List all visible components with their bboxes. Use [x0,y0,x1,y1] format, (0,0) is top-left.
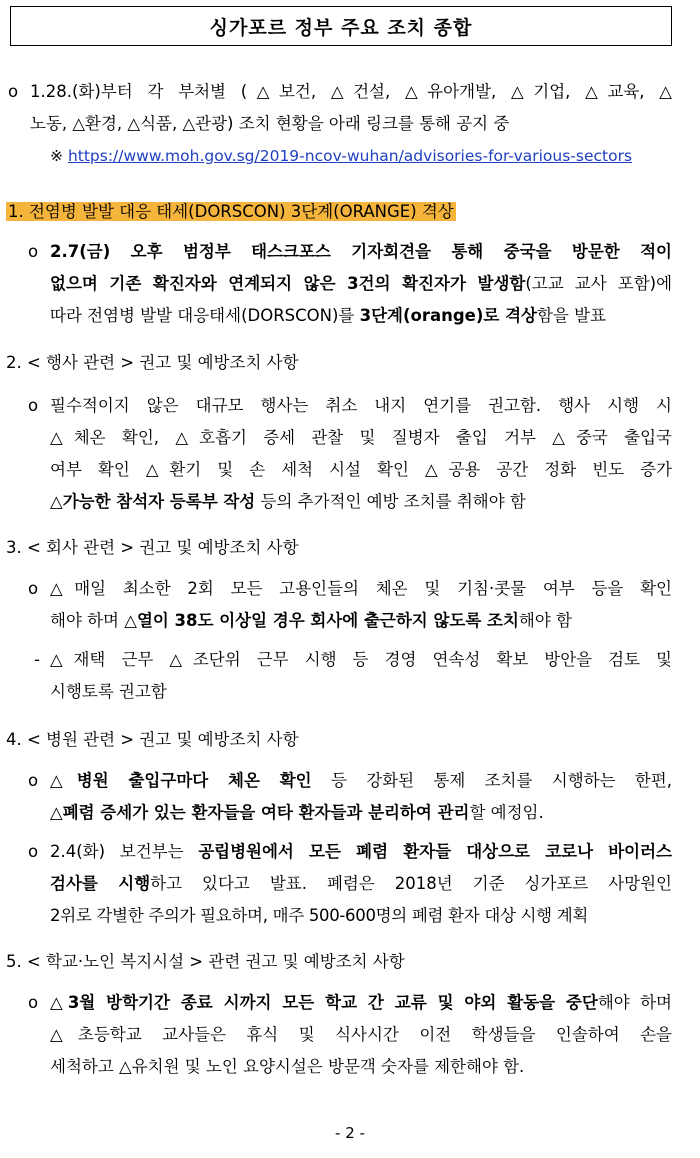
section-2-line-2: △체온 확인, △호흡기 증세 관찰 및 질병자 출입 거부 △중국 출입국 [50,428,672,447]
bullet: o [28,242,39,261]
bullet: o [28,993,39,1012]
section-3-line-2: 해야 하며 △열이 38도 이상일 경우 회사에 출근하지 않도록 조치해야 함 [50,611,572,630]
section-4-line-3: 2.4(화) 보건부는 공립병원에서 모든 폐렴 환자들 대상으로 코로나 바이러스 [50,842,672,861]
intro-link-line [30,140,672,172]
intro-line-2: 노동, △환경, △식품, △관광) 조치 현황을 아래 링크를 통해 공지 중 [30,114,510,133]
section-4-paragraph-2 [50,836,672,932]
section-2-line-4: △가능한 참석자 등록부 작성 등의 추가적인 예방 조치를 취해야 함 [50,492,526,511]
section-1-line-2: 없으며 기존 확진자와 연계되지 않은 3건의 확진자가 발생함(고교 교사 포함)에 [50,274,673,293]
section-4-line-5: 2위로 각별한 주의가 필요하며, 매주 500-600명의 폐렴 환자 대상 시행 계획 [50,906,589,925]
section-5-line-2: △초등학교 교사들은 휴식 및 식사시간 이전 학생들을 인솔하여 손을 [50,1025,672,1044]
section-3-line-1: △매일 최소한 2회 모든 고용인들의 체온 및 기침·콧물 여부 등을 확인 [50,579,672,598]
page-title: 싱가포르 정부 주요 조치 종합 [10,6,672,46]
section-4-heading: 4. < 병원 관련 > 권고 및 예방조치 사항 [6,730,299,749]
section-3-paragraph [50,573,672,637]
section-1-heading-text: 1. 전염병 발발 대응 태세(DORSCON) 3단계(ORANGE) 격상 [8,202,454,221]
bullet: o [28,842,39,861]
section-5-paragraph [50,987,672,1083]
section-4-paragraph-1 [50,765,672,829]
intro-paragraph [30,76,672,172]
page-number: - 2 - [335,1124,365,1142]
bullet: o [28,771,39,790]
reference-mark: ※ [50,147,63,165]
section-5-line-1: △3월 방학기간 종료 시까지 모든 학교 간 교류 및 야외 활동을 중단해야 하며 [50,993,672,1012]
section-2-paragraph [50,390,672,518]
moh-advisories-link[interactable]: https://www.moh.gov.sg/2019-ncov-wuhan/advisories-for-various-sectors [67,147,633,165]
bullet: o [28,396,39,415]
section-3-heading: 3. < 회사 관련 > 권고 및 예방조치 사항 [6,538,299,557]
section-1-line-3: 따라 전염병 발발 대응태세(DORSCON)를 3단계(orange)로 격상함을 발표 [50,306,606,325]
intro-line-1: 1.28.(화)부터 각 부처별 (△보건, △건설, △유아개발, △기업, △교육, △ [30,82,672,101]
section-3-sub-line-1: △재택 근무 △조단위 근무 시행 등 경영 연속성 확보 방안을 검토 및 [50,650,672,669]
section-4-line-2: △폐렴 증세가 있는 환자들을 여타 환자들과 분리하여 관리할 예정임. [50,803,544,822]
section-2-line-1: 필수적이지 않은 대규모 행사는 취소 내지 연기를 권고함. 행사 시행 시 [50,396,672,415]
section-4-line-4: 검사를 시행하고 있다고 발표. 폐렴은 2018년 기준 싱가포르 사망원인 [50,874,672,893]
section-5-heading: 5. < 학교·노인 복지시설 > 관련 권고 및 예방조치 사항 [6,952,405,971]
section-3-sub-paragraph [50,644,672,708]
section-2-heading: 2. < 행사 관련 > 권고 및 예방조치 사항 [6,353,299,372]
section-1-line-1: 2.7(금) 오후 범정부 태스크포스 기자회견을 통해 중국을 방문한 적이 [50,242,672,261]
bullet: o [8,82,19,101]
section-1-heading [6,198,456,226]
section-4-line-1: △병원 출입구마다 체온 확인 등 강화된 통제 조치를 시행하는 한편, [50,771,672,790]
section-1-paragraph [50,236,672,332]
section-3-sub-line-2: 시행토록 권고함 [50,682,167,701]
section-5-line-3: 세척하고 △유치원 및 노인 요양시설은 방문객 숫자를 제한해야 함. [50,1057,525,1076]
section-2-line-3: 여부 확인 △환기 및 손 세척 시설 확인 △공용 공간 정화 빈도 증가 [50,460,672,479]
bullet: o [28,579,39,598]
dash-bullet: - [34,650,40,669]
